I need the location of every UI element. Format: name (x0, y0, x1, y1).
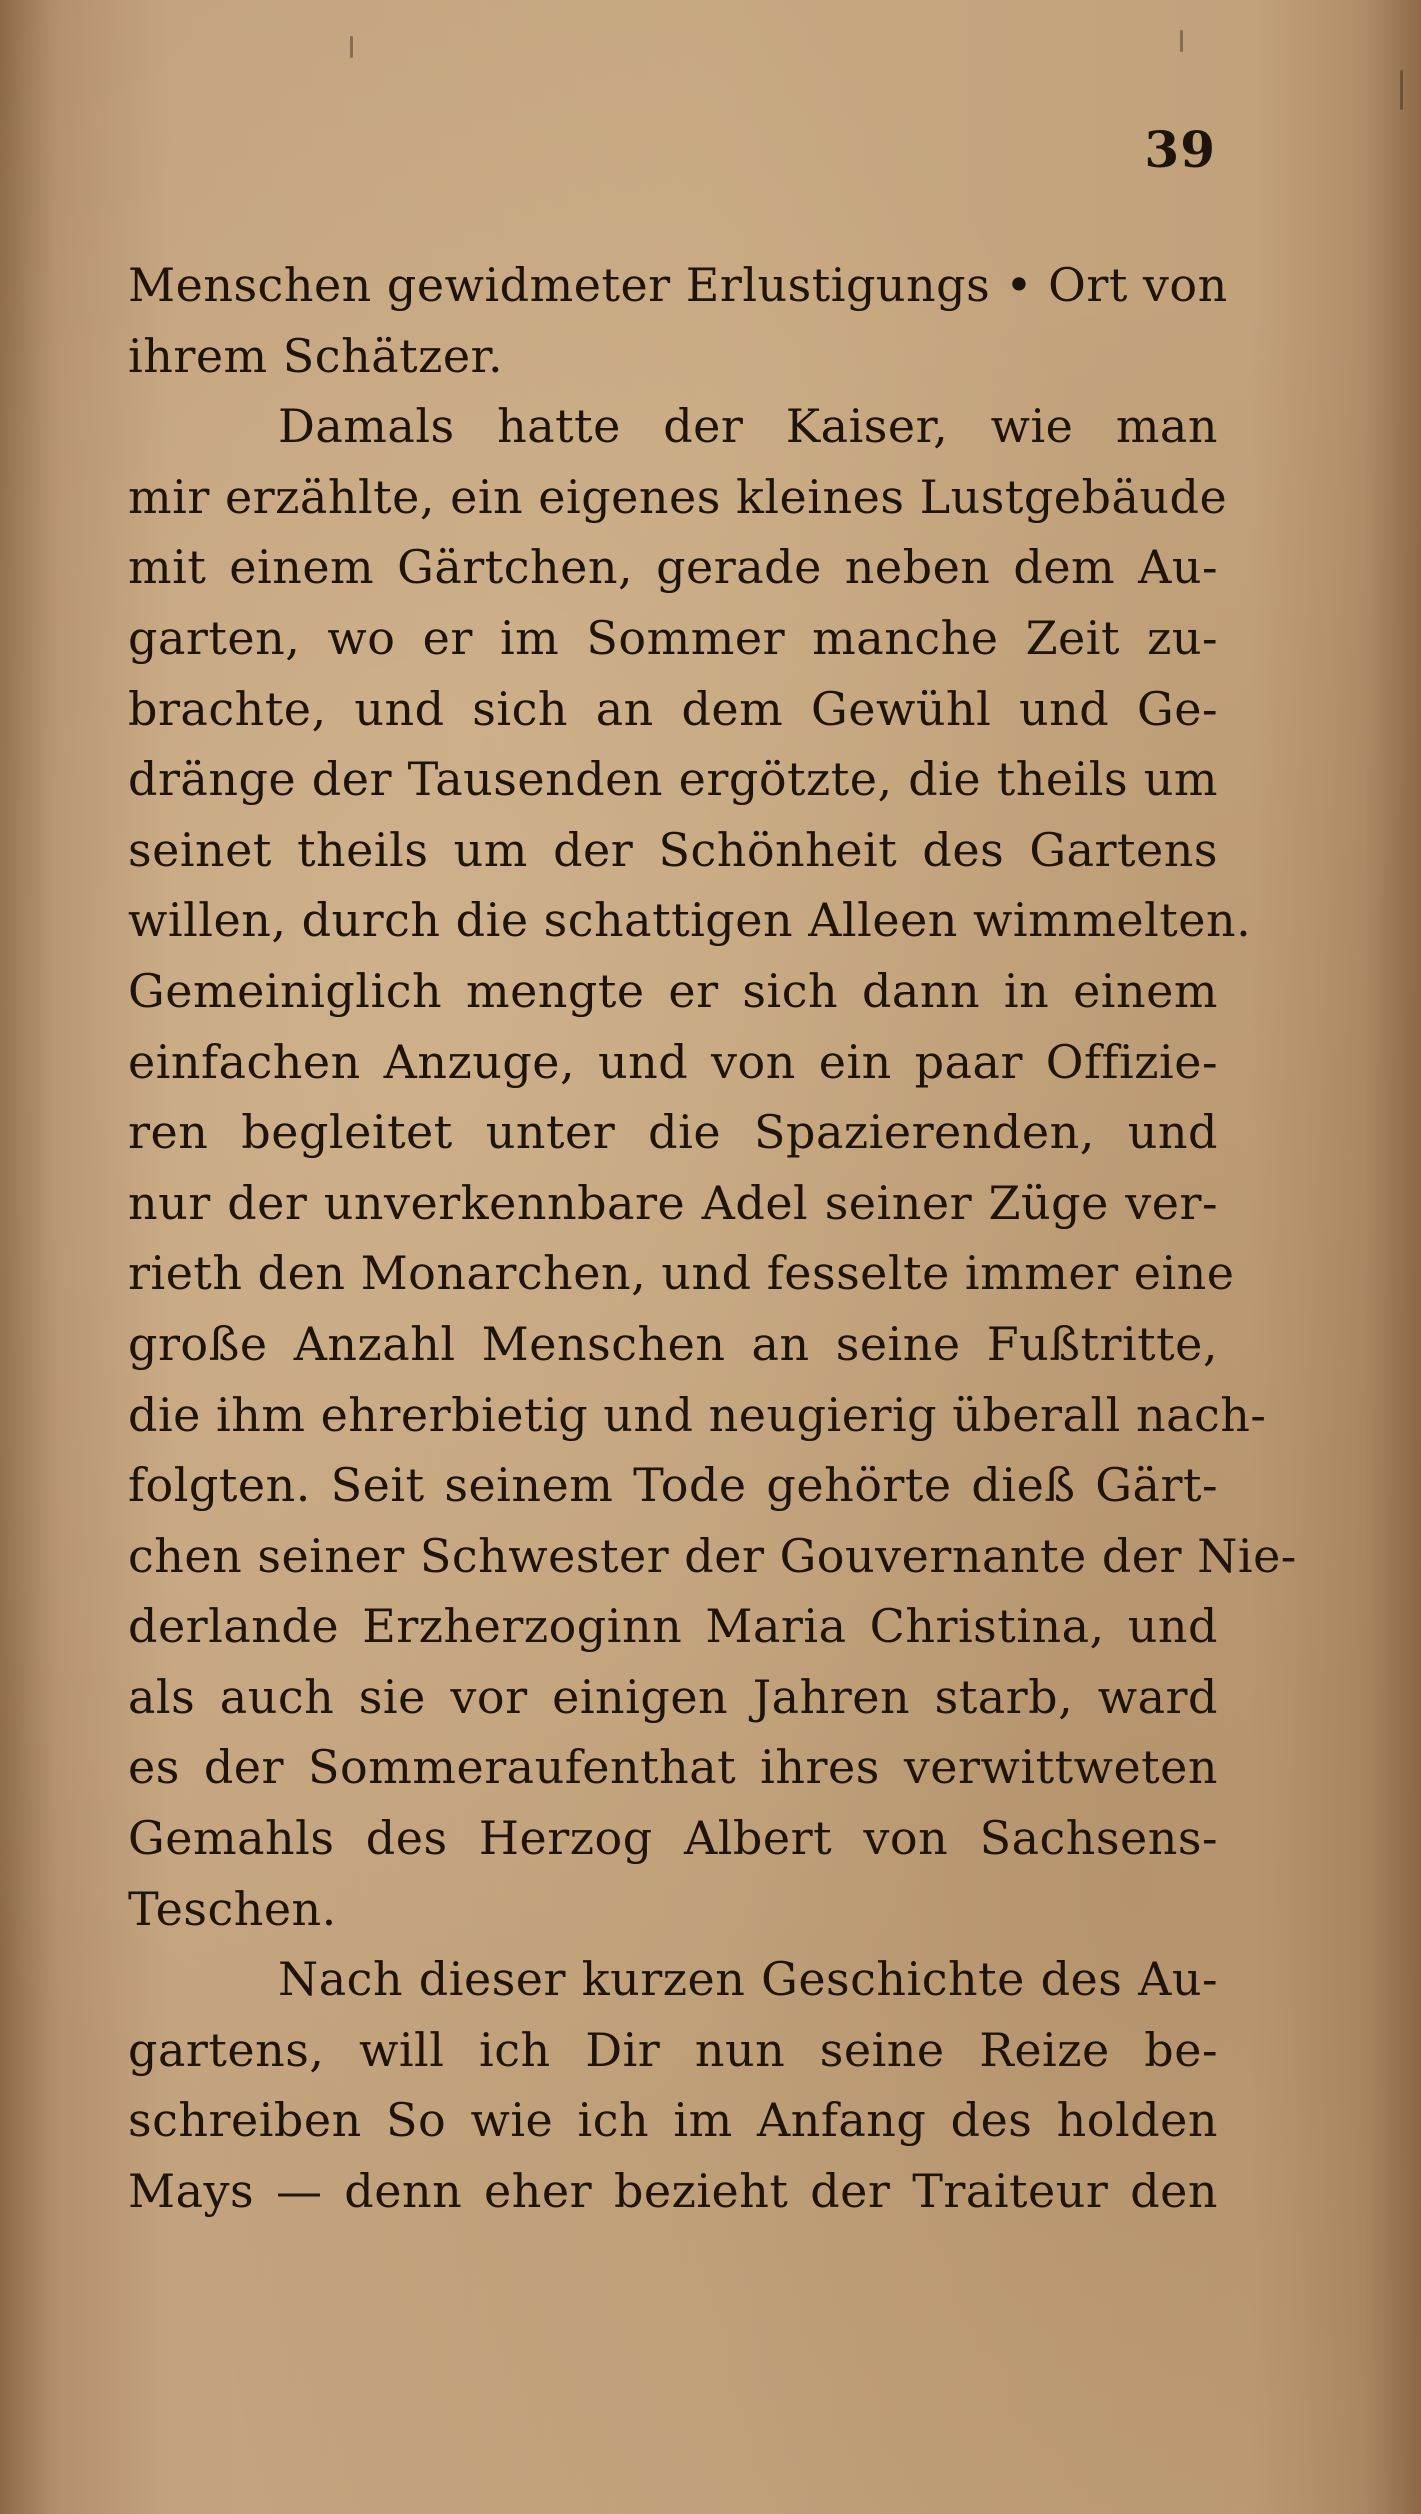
text-line: willen, durch die schattigen Alleen wimmelten. (128, 893, 1252, 948)
page-number: 39 (1144, 120, 1216, 179)
text-line: derlande Erzherzoginn Maria Christina, und (128, 1599, 1218, 1654)
paper-speck (1400, 70, 1403, 110)
text-line: Nach dieser kurzen Geschichte des Au- (278, 1952, 1218, 2007)
paper-speck (350, 36, 353, 58)
text-line: Gemahls des Herzog Albert von Sachsens- (128, 1811, 1218, 1866)
paper-speck (1180, 30, 1183, 52)
text-line: als auch sie vor einigen Jahren starb, ward (128, 1669, 1218, 1724)
text-line: Menschen gewidmeter Erlustigungs • Ort von (128, 258, 1228, 312)
text-line: es der Sommeraufenthat ihres verwittweten (128, 1740, 1218, 1795)
text-line: schreiben So wie ich im Anfang des holden (128, 2093, 1218, 2148)
text-line: chen seiner Schwester der Gouvernante der Nie- (128, 1528, 1297, 1583)
text-line: Gemeiniglich mengte er sich dann in einem (128, 963, 1218, 1018)
text-line: folgten. Seit seinem Tode gehörte dieß Gärt- (128, 1458, 1218, 1513)
text-line: die ihm ehrerbietig und neugierig überall nach- (128, 1387, 1267, 1442)
text-line: rieth den Monarchen, und fesselte immer eine (128, 1246, 1235, 1301)
text-line: ihrem Schätzer. (128, 328, 504, 383)
text-line: Damals hatte der Kaiser, wie man (278, 399, 1218, 454)
text-line: gartens, will ich Dir nun seine Reize be- (128, 2022, 1218, 2077)
text-line: große Anzahl Menschen an seine Fußtritte, (128, 1316, 1218, 1371)
text-line: mir erzählte, ein eigenes kleines Lustgebäude (128, 469, 1228, 524)
text-line: einfachen Anzuge, und von ein paar Offizie- (128, 1034, 1218, 1089)
text-line: garten, wo er im Sommer manche Zeit zu- (128, 610, 1218, 665)
text-line: dränge der Tausenden ergötzte, die theils um (128, 752, 1218, 807)
text-line: seinet theils um der Schönheit des Gartens (128, 822, 1218, 877)
text-line: mit einem Gärtchen, gerade neben dem Au- (128, 540, 1218, 595)
body-text (128, 250, 1297, 2227)
text-line: Teschen. (128, 1881, 337, 1936)
text-line: ren begleitet unter die Spazierenden, und (128, 1105, 1218, 1160)
text-line: nur der unverkennbare Adel seiner Züge ver- (128, 1175, 1218, 1230)
text-line: brachte, und sich an dem Gewühl und Ge- (128, 681, 1218, 736)
text-line: Mays — denn eher bezieht der Traiteur den (128, 2164, 1218, 2219)
